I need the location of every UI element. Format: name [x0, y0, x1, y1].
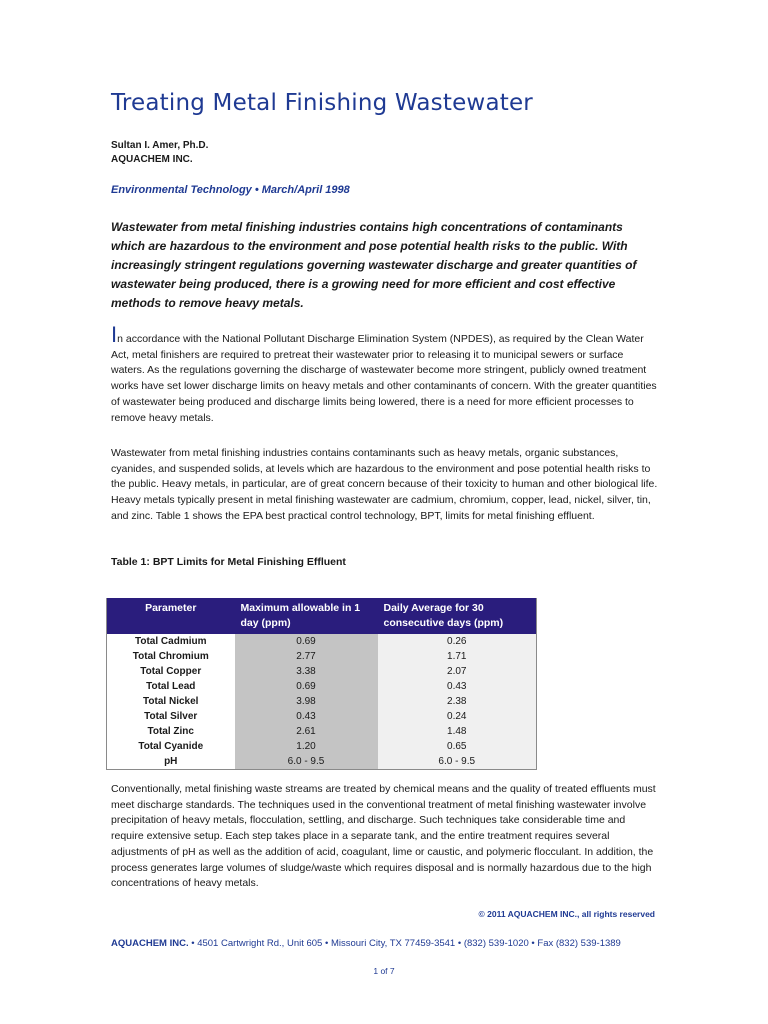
avg-cell: 0.65	[378, 739, 537, 754]
avg-cell: 0.43	[378, 679, 537, 694]
drop-cap: I	[111, 322, 118, 347]
avg-cell: 0.26	[378, 634, 537, 649]
author-company: AQUACHEM INC.	[111, 154, 193, 165]
abstract: Wastewater from metal finishing industries contains high concentrations of contaminants which are hazardous to the environment and pose potential health risks to the public. With increasingly stringent regulations governing wastewater discharge and greater quantities of wastewater being produced, there is a growing need for more efficient and cost effective methods to remove heavy metals.	[111, 220, 637, 310]
parameter-cell: Total Nickel	[143, 696, 199, 707]
max-cell: 0.69	[235, 634, 378, 649]
table-row	[107, 754, 537, 770]
journal-citation: Environmental Technology • March/April 1998	[111, 184, 350, 196]
author-name: Sultan I. Amer, Ph.D.	[111, 140, 209, 151]
max-cell: 1.20	[235, 739, 378, 754]
header-max-allowable: Maximum allowable in 1 day (ppm)	[235, 598, 378, 634]
max-cell: 0.43	[235, 709, 378, 724]
table-caption: Table 1: BPT Limits for Metal Finishing Effluent	[111, 556, 346, 568]
paragraph-1-text: n accordance with the National Pollutant Discharge Elimination System (NPDES), as required by the Clean Water Act, metal finishers are required to pretreat their wastewater prior to releasing it to municipal sewers or surface waters. As the regulations governing the discharge of wastewater become more stringent, publicly owned treatment works have set lower discharge limits on heavy metals and other contaminants of concern. With the greater quantities of wastewater being produced and discharge limits being lowered, there is a need for more efficient processes to remove heavy metals.	[111, 333, 657, 424]
copyright-notice: © 2011 AQUACHEM INC., all rights reserved	[478, 909, 655, 919]
table-row	[107, 679, 537, 694]
document-title: Treating Metal Finishing Wastewater	[111, 90, 533, 116]
max-cell: 6.0 - 9.5	[235, 754, 378, 770]
parameter-cell: Total Chromium	[132, 651, 209, 662]
avg-cell: 0.24	[378, 709, 537, 724]
footer-address	[111, 938, 621, 949]
avg-cell: 2.38	[378, 694, 537, 709]
header-daily-average: Daily Average for 30 consecutive days (ppm)	[378, 598, 537, 634]
footer-contact: • 4501 Cartwright Rd., Unit 605 • Missouri City, TX 77459-3541 • (832) 539-1020 • Fax (832) 539-1389	[188, 938, 621, 949]
table-row	[107, 694, 537, 709]
footer-company: AQUACHEM INC.	[111, 938, 189, 949]
parameter-cell: Total Cadmium	[135, 636, 207, 647]
header-parameter: Parameter	[107, 598, 235, 634]
max-cell: 2.77	[235, 649, 378, 664]
avg-cell: 1.48	[378, 724, 537, 739]
paragraph-1	[111, 322, 659, 426]
avg-cell: 6.0 - 9.5	[378, 754, 537, 770]
table-row	[107, 634, 537, 649]
parameter-cell: Total Lead	[146, 681, 196, 692]
table-row	[107, 649, 537, 664]
avg-cell: 1.71	[378, 649, 537, 664]
paragraph-3: Conventionally, metal finishing waste streams are treated by chemical means and the quality of treated effluents must meet discharge standards. The techniques used in the conventional treatment of metal finishing wastewater involve precipitation of heavy metals, flocculation, settling, and discharge. Such techniques take considerable time and require extensive setup. Each step takes place in a separate tank, and the entire treatment requires several adjustments of pH as well as the addition of acid, coagulant, lime or caustic, and polymeric flocculant. In addition, the process generates large volumes of sludge/waste which requires disposal and is normally hazardous due to the high concentrations of heavy metals.	[111, 783, 656, 890]
avg-cell: 2.07	[378, 664, 537, 679]
parameter-cell: Total Silver	[144, 711, 198, 722]
parameter-cell: pH	[164, 756, 178, 767]
table-row	[107, 664, 537, 679]
max-cell: 2.61	[235, 724, 378, 739]
parameter-cell: Total Cyanide	[138, 741, 204, 752]
max-cell: 3.98	[235, 694, 378, 709]
max-cell: 3.38	[235, 664, 378, 679]
parameter-cell: Total Zinc	[147, 726, 194, 737]
max-cell: 0.69	[235, 679, 378, 694]
paragraph-2: Wastewater from metal finishing industries contains contaminants such as heavy metals, organic substances, cyanides, and suspended solids, at levels which are hazardous to the environment and pose potential health risks to the public. Heavy metals, in particular, are of great concern because of their toxicity to human and other biological life. Heavy metals typically present in metal finishing wastewater are cadmium, chromium, copper, lead, nickel, silver, tin, and zinc. Table 1 shows the EPA best practical control technology, BPT, limits for metal finishing effluent.	[111, 447, 658, 522]
table-row	[107, 739, 537, 754]
table-row	[107, 724, 537, 739]
author-block	[111, 139, 208, 167]
table-row	[107, 709, 537, 724]
table-header-row	[107, 598, 537, 634]
bpt-limits-table	[106, 598, 537, 770]
parameter-cell: Total Copper	[140, 666, 202, 677]
page-number: 1 of 7	[373, 966, 395, 976]
